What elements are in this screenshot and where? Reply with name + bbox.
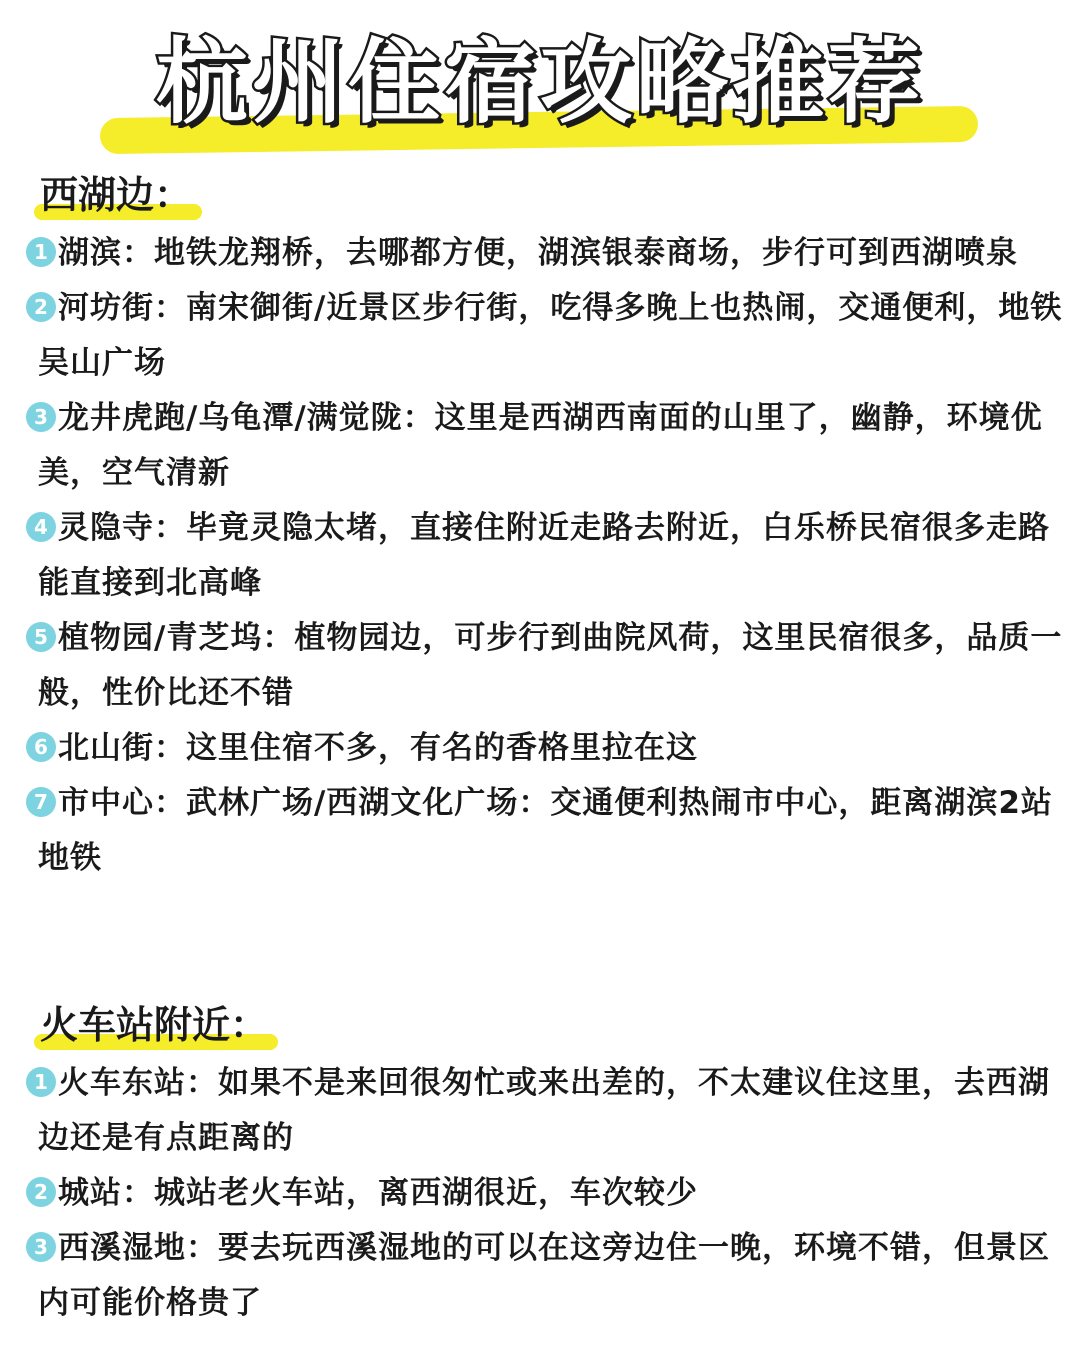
item-text: 市中心：武林广场/西湖文化广场：交通便利热闹市中心，距离湖滨2站地铁 — [38, 785, 1053, 876]
list-item — [34, 1166, 1068, 1221]
list-item — [34, 226, 1068, 281]
list-item — [34, 721, 1068, 776]
number-badge: 1 — [26, 237, 56, 267]
item-text: 西溪湿地：要去玩西溪湿地的可以在这旁边住一晚，环境不错，但景区内可能价格贵了 — [38, 1230, 1050, 1321]
number-badge: 7 — [26, 787, 56, 817]
number-badge: 2 — [26, 292, 56, 322]
item-text: 灵隐寺：毕竟灵隐太堵，直接住附近走路去附近，白乐桥民宿很多走路能直接到北高峰 — [38, 510, 1050, 601]
list-item — [34, 501, 1068, 611]
number-badge: 2 — [26, 1177, 56, 1207]
number-badge: 6 — [26, 732, 56, 762]
section-heading-text: 西湖边： — [40, 173, 193, 217]
list-item — [34, 611, 1068, 721]
item-text: 植物园/青芝坞：植物园边，可步行到曲院风荷，这里民宿很多，品质一般，性价比还不错 — [38, 620, 1063, 711]
item-text: 火车东站：如果不是来回很匆忙或来出差的，不太建议住这里，去西湖边还是有点距离的 — [38, 1065, 1050, 1156]
item-text: 城站：城站老火车站，离西湖很近，车次较少 — [58, 1175, 698, 1211]
item-text: 河坊街：南宋御街/近景区步行街，吃得多晚上也热闹，交通便利，地铁吴山广场 — [38, 290, 1063, 381]
list-item — [34, 1056, 1068, 1166]
item-text: 湖滨：地铁龙翔桥，去哪都方便，湖滨银泰商场，步行可到西湖喷泉 — [58, 235, 1018, 271]
section-heading-station — [40, 1002, 268, 1048]
title-block — [0, 28, 1080, 158]
number-badge: 3 — [26, 1232, 56, 1262]
section-heading-text: 火车站附近： — [40, 1003, 269, 1047]
station-list — [34, 1056, 1068, 1331]
list-item — [34, 281, 1068, 391]
westlake-list — [34, 226, 1068, 886]
list-item — [34, 1221, 1068, 1331]
page-title: 杭州住宿攻略推荐 — [155, 29, 924, 136]
section-heading-westlake — [40, 172, 192, 218]
number-badge: 5 — [26, 622, 56, 652]
number-badge: 4 — [26, 512, 56, 542]
item-text: 北山街：这里住宿不多，有名的香格里拉在这 — [58, 730, 698, 766]
number-badge: 3 — [26, 402, 56, 432]
list-item — [34, 776, 1068, 886]
list-item — [34, 391, 1068, 501]
item-text: 龙井虎跑/乌龟潭/满觉陇：这里是西湖西南面的山里了，幽静，环境优美，空气清新 — [38, 400, 1043, 491]
number-badge: 1 — [26, 1067, 56, 1097]
